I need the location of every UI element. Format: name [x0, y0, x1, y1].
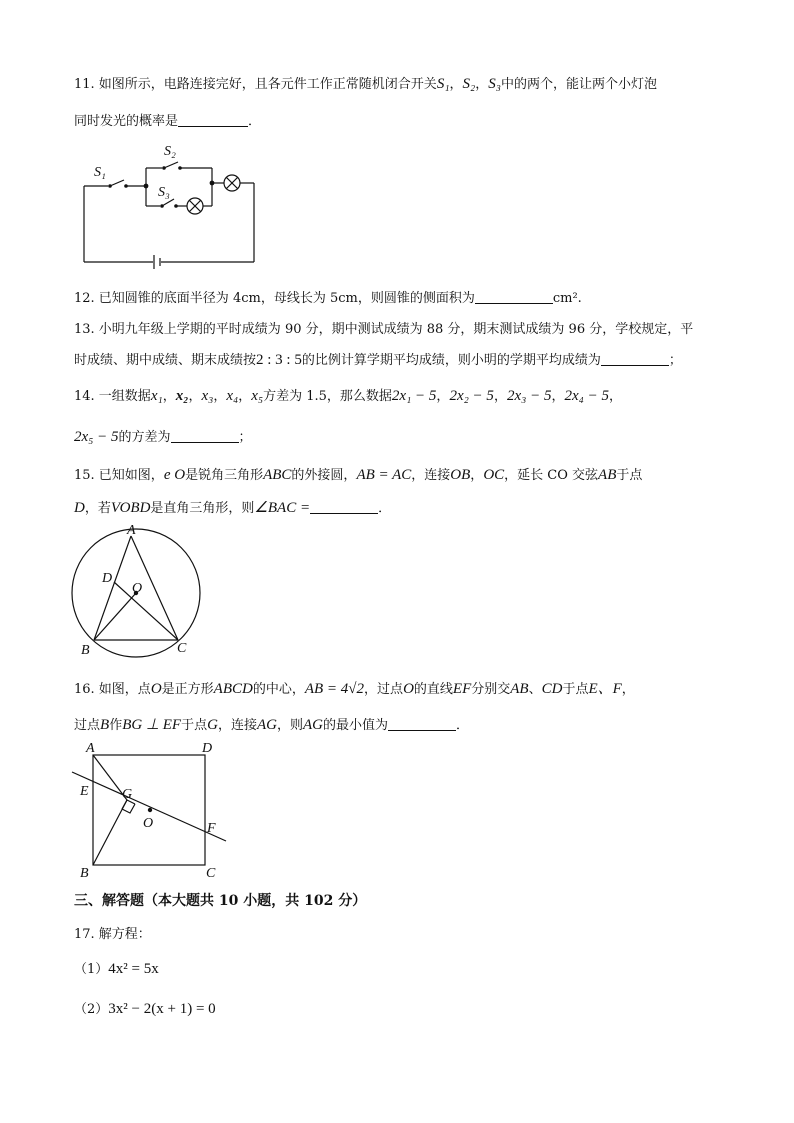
label-F: F [207, 821, 216, 836]
label-O: O [132, 581, 143, 596]
q11-line1: 11. 如图所示，电路连接完好，且各元件工作正常随机闭合开关S₁，S₂，S₃中的两个，能让两个小灯泡 [74, 76, 658, 92]
q13-line1: 13. 小明九年级上学期的平时成绩为 90 分，期中测试成绩为 88 分，期末测试成绩为 96 分，学校规定，平 [74, 322, 694, 337]
equation-2: 3x² − 2(x + 1) = 0 [108, 1001, 216, 1017]
label-E: E [80, 784, 89, 799]
answer-blank [475, 290, 553, 304]
label-s1: S₁ [94, 165, 106, 180]
label-B: B [80, 866, 89, 881]
section-heading: 三、解答题（本大题共 10 小题，共 102 分） [74, 893, 367, 909]
q12-line: 12. 已知圆锥的底面半径为 4cm，母线长为 5cm，则圆锥的侧面积为 cm². [74, 291, 582, 306]
q17-title: 17. 解方程： [74, 927, 151, 942]
square-figure [65, 740, 225, 880]
q15-line2: D，若VOBD是直角三角形，则∠BAC = ． [74, 500, 392, 516]
label-D: D [202, 741, 213, 756]
equation-1: 4x² = 5x [108, 961, 159, 977]
label-C: C [177, 641, 187, 656]
q13-line2: 时成绩、期中成绩、期末成绩按2 : 3 : 5的比例计算学期平均成绩，则小明的学期平均成绩为 ； [74, 352, 682, 368]
label-B: B [81, 643, 90, 658]
circle-triangle-figure [65, 522, 210, 662]
circuit-figure [70, 135, 270, 270]
label-s3: S₃ [158, 185, 170, 200]
q15-line1: 15. 已知如图，e O是锐角三角形ABC的外接圆，AB = AC，连接OB，OC，延长 CO 交弦AB于点 [74, 467, 643, 483]
answer-blank [601, 352, 669, 366]
q17-part1: （1）4x² = 5x [74, 961, 159, 977]
q11-s2: S₂ [462, 76, 476, 92]
label-O: O [143, 816, 154, 831]
q16-line1: 16. 如图，点O是正方形ABCD的中心，AB = 4√2，过点O的直线EF分别交AB、CD于点E、F， [74, 681, 635, 697]
label-D: D [102, 571, 113, 586]
answer-blank [171, 429, 239, 443]
label-C: C [206, 866, 216, 881]
answer-blank [178, 113, 248, 127]
q11-line2: 同时发光的概率是 ． [74, 114, 262, 129]
q11-s1: S₁ [436, 76, 450, 92]
answer-blank [310, 500, 378, 514]
label-G: G [122, 787, 133, 802]
q17-part2: （2）3x² − 2(x + 1) = 0 [74, 1001, 216, 1017]
q16-line2: 过点B作BG ⊥ EF于点G，连接AG，则AG的最小值为 ． [74, 717, 470, 733]
answer-blank [388, 717, 456, 731]
label-A: A [127, 523, 136, 538]
q14-line1: 14. 一组数据x₁，x₂，x₃，x₄，x₅方差为 1.5，那么数据2x₁ − 5，2x₂ − 5，2x₃ − 5，2x₄ − 5， [74, 388, 622, 404]
label-A: A [86, 741, 95, 756]
q11-s3: S₃ [488, 76, 501, 92]
label-s2: S₂ [164, 144, 176, 159]
q14-line2: 2x₅ − 5的方差为 ； [74, 429, 252, 445]
